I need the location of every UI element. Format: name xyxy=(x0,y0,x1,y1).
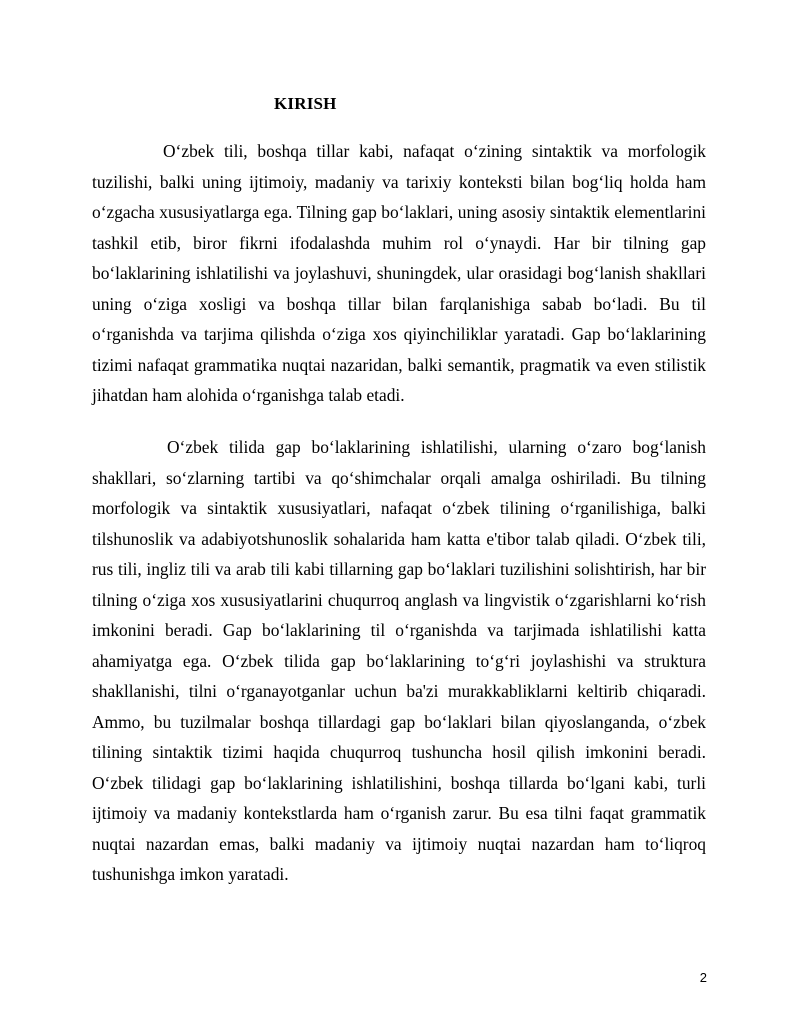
paragraph-1: O‘zbek tili, boshqa tillar kabi, nafaqat o‘zining sintaktik va morfologik tuzilishi, balki uning ijtimoiy, madaniy va tarixiy konteksti bilan bog‘liq holda ham o‘zgacha xususiyatlarga ega. Tilning gap bo‘laklari, uning asosiy sintaktik elementlarini tashkil etib, biror fikrni ifodalashda muhim rol o‘ynaydi. Har bir tilning gap bo‘laklarining ishlatilishi va joylashuvi, shuningdek, ular orasidagi bog‘lanish shakllari uning o‘ziga xosligi va boshqa tillar bilan farqlanishiga sabab bo‘ladi. Bu til o‘rganishda va tarjima qilishda o‘ziga xos qiyinchiliklar yaratadi. Gap bo‘laklarining tizimi nafaqat grammatika nuqtai nazaridan, balki semantik, pragmatik va even stilistik jihatdan ham alohida o‘rganishga talab etadi. xyxy=(92,141,706,405)
section-title: KIRISH xyxy=(274,94,337,113)
page-number: 2 xyxy=(699,970,707,985)
paragraph-2: O‘zbek tilida gap bo‘laklarining ishlatilishi, ularning o‘zaro bog‘lanish shakllari, so‘zlarning tartibi va qo‘shimchalar orqali amalga oshiriladi. Bu tilning morfologik va sintaktik xususiyatlari, nafaqat o‘zbek tilining o‘rganilishiga, balki tilshunoslik va adabiyotshunoslik sohalarida ham katta e'tibor talab qiladi. O‘zbek tili, rus tili, ingliz tili va arab tili kabi tillarning gap bo‘laklari tuzilishini solishtirish, har bir tilning o‘ziga xos xususiyatlarini chuqurroq anglash va lingvistik o‘zgarishlarni ko‘rish imkonini beradi. Gap bo‘laklarining til o‘rganishda va tarjimada ishlatilishi katta ahamiyatga ega. O‘zbek tilida gap bo‘laklarining to‘g‘ri joylashishi va struktura shakllanishi, tilni o‘rganayotganlar uchun ba'zi murakkabliklarni keltirib chiqaradi. Ammo, bu tuzilmalar boshqa tillardagi gap bo‘laklari bilan qiyoslanganda, o‘zbek tilining sintaktik tizimi haqida chuqurroq tushuncha hosil qilish imkonini beradi. O‘zbek tilidagi gap bo‘laklarining ishlatilishini, boshqa tillarda bo‘lgani kabi, turli ijtimoiy va madaniy kontekstlarda ham o‘rganish zarur. Bu esa tilni faqat grammatik nuqtai nazardan emas, balki madaniy va ijtimoiy nuqtai nazardan ham to‘liqroq tushunishga imkon yaratadi. xyxy=(92,437,706,884)
